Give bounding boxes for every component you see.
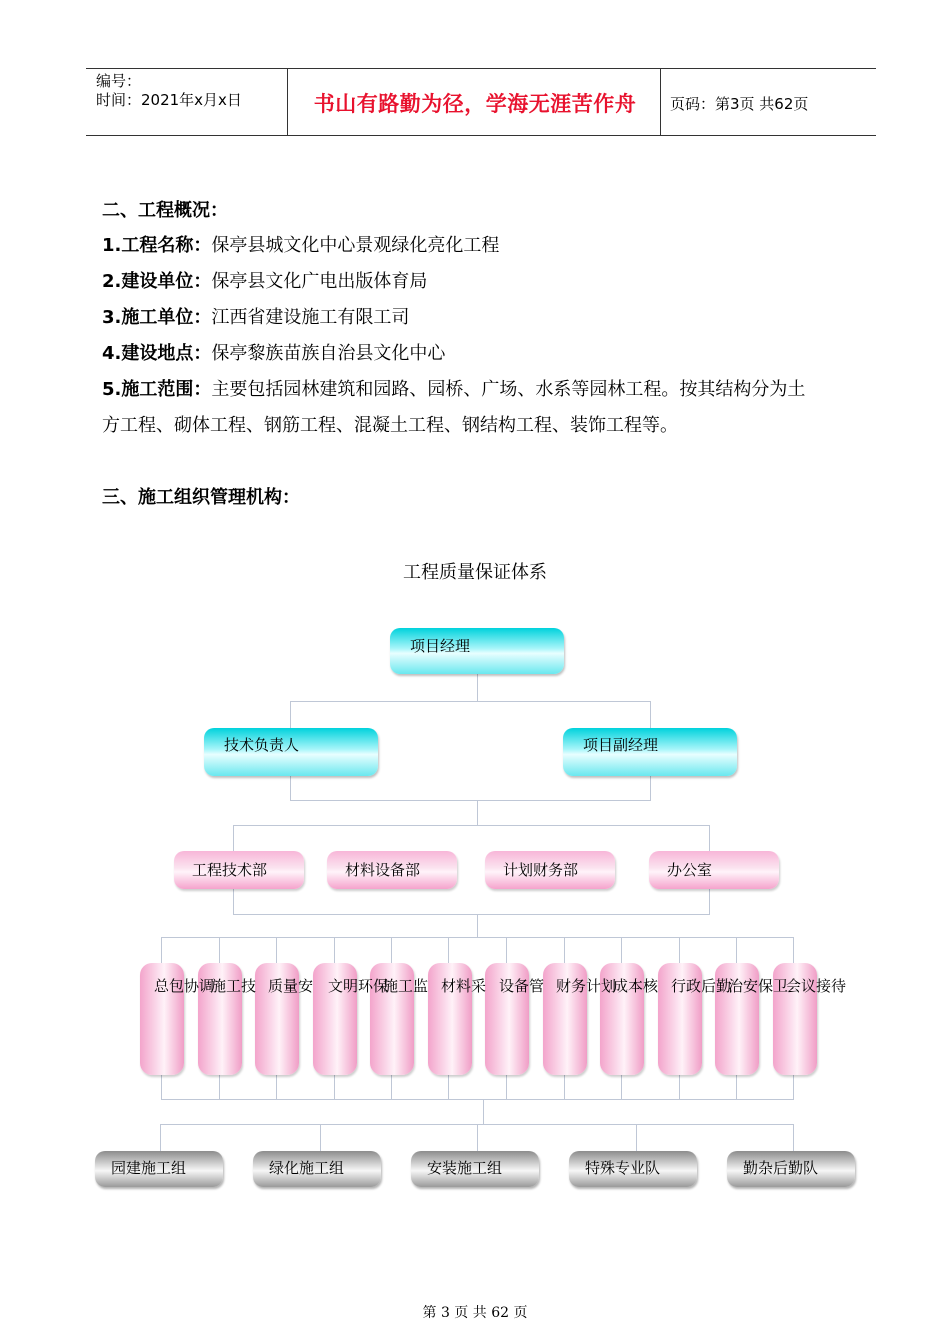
connector [290, 800, 651, 801]
finance-dept-box [485, 851, 615, 889]
connector [793, 1124, 794, 1152]
header-divider-right [660, 69, 661, 135]
landscape-team-box [95, 1151, 223, 1187]
engineering-dept-label: 工程技术部 [192, 861, 268, 879]
materials-dept-box [327, 851, 457, 889]
installation-team-box [411, 1151, 539, 1187]
installation-team-label: 安装施工组 [427, 1159, 503, 1177]
serial-label: 编号： [96, 72, 142, 90]
connector [477, 914, 478, 938]
connector [477, 800, 478, 826]
date-label: 时间：2021年x月x日 [96, 91, 242, 109]
special-team-label: 特殊专业队 [585, 1159, 661, 1177]
connector [233, 825, 710, 826]
greening-team-box [253, 1151, 381, 1187]
role-label: 施工技 [211, 977, 257, 995]
role-label: 会议接待 [786, 977, 847, 995]
office-dept-label: 办公室 [667, 861, 713, 879]
client-line: 2.建设单位：保亭县文化广电出版体育局 [102, 271, 428, 292]
greening-team-label: 绿化施工组 [269, 1159, 345, 1177]
section2-heading: 二、工程概况： [102, 200, 228, 221]
office-dept-box [649, 851, 779, 889]
page-footer: 第 3 页 共 62 页 [422, 1305, 528, 1321]
materials-dept-label: 材料设备部 [345, 861, 421, 879]
role-label: 文明环保 [328, 977, 389, 995]
project-name-line: 1.工程名称：保亭县城文化中心景观绿化亮化工程 [102, 235, 500, 256]
connector [477, 1124, 478, 1152]
engineering-dept-box [174, 851, 304, 889]
role-label: 总包协调 [154, 977, 215, 995]
connector [233, 914, 710, 915]
connector [636, 1124, 637, 1152]
connector [477, 674, 478, 702]
connector [320, 1124, 321, 1152]
connector [161, 937, 793, 938]
deputy-manager-label: 项目副经理 [583, 736, 659, 754]
header-divider-left [287, 69, 288, 135]
scope-line-cont: 方工程、砌体工程、钢筋工程、混凝土工程、钢结构工程、装饰工程等。 [102, 415, 678, 436]
role-label: 设备管 [499, 977, 545, 995]
role-label: 质量安 [268, 977, 314, 995]
scope-line: 5.施工范围：主要包括园林建筑和园路、园桥、广场、水系等园林工程。按其结构分为土 [102, 379, 806, 400]
logistics-team-label: 勤杂后勤队 [743, 1159, 819, 1177]
finance-dept-label: 计划财务部 [503, 861, 579, 879]
contractor-line: 3.施工单位：江西省建设施工有限工司 [102, 307, 410, 328]
connector [483, 1099, 484, 1125]
location-line: 4.建设地点：保亭黎族苗族自治县文化中心 [102, 343, 446, 364]
connector [161, 1099, 793, 1100]
header-bottom-border [86, 135, 876, 136]
org-chart-title: 工程质量保证体系 [403, 562, 547, 583]
project-manager-box [390, 628, 564, 674]
logistics-team-box [727, 1151, 855, 1187]
header-motto: 书山有路勤为径，学海无涯苦作舟 [313, 92, 637, 116]
special-team-box [569, 1151, 697, 1187]
tech-lead-box [204, 728, 378, 776]
role-label: 施工监 [383, 977, 429, 995]
connector [160, 1124, 161, 1152]
deputy-manager-box [563, 728, 737, 776]
role-label: 治安保卫 [728, 977, 789, 995]
section3-heading: 三、施工组织管理机构： [102, 487, 300, 508]
page-number-label: 页码：第3页 共62页 [670, 95, 809, 113]
connector [290, 701, 651, 702]
landscape-team-label: 园建施工组 [111, 1159, 187, 1177]
role-label: 财务计划 [556, 977, 617, 995]
role-label: 材料采 [441, 977, 487, 995]
tech-lead-label: 技术负责人 [224, 736, 300, 754]
project-manager-label: 项目经理 [410, 637, 471, 655]
header-top-border [86, 68, 876, 69]
role-label: 成本核 [613, 977, 659, 995]
role-label: 行政后勤 [671, 977, 732, 995]
